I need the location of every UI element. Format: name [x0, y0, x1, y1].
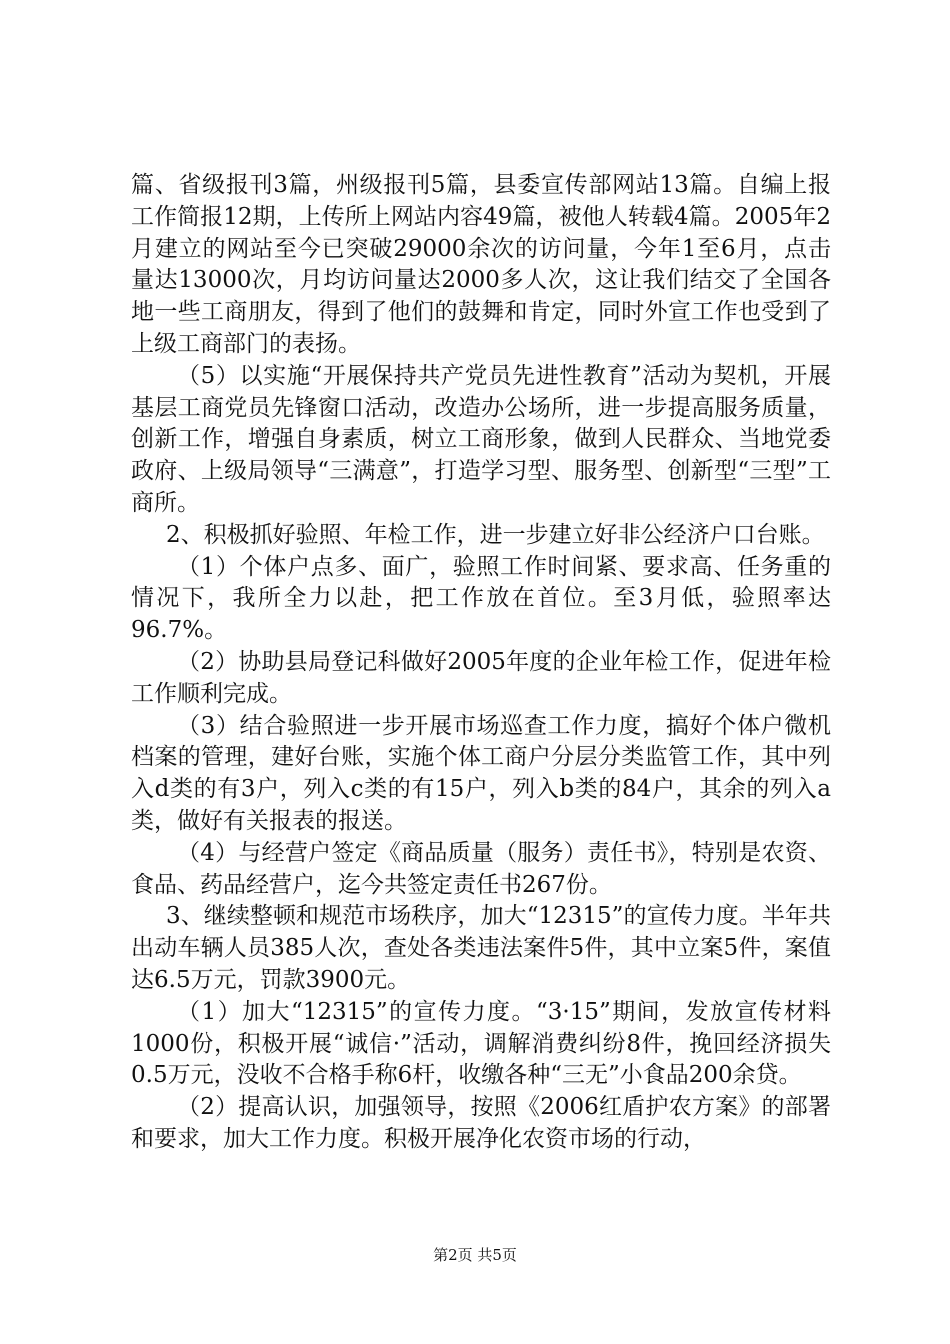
page-number-label: 第2页 共5页 [433, 1246, 517, 1264]
paragraph-continuation: 篇、省级报刊3篇，州级报刊5篇，县委宣传部网站13篇。自编上报工作简报12期，上传所上网站内容49篇，被他人转载4篇。2005年2月建立的网站至今已突破29000余次的访问量，今年1至6月，点击量达13000次，月均访问量达2000多人次，这让我们结交了全国各地一些工商朋友，得到了他们的鼓舞和肯定，同时外宣工作也受到了上级工商部门的表扬。 [131, 172, 831, 357]
paragraph-item-5: （5）以实施“开展保持共产党员先进性教育”活动为契机，开展基层工商党员先锋窗口活动，改造办公场所，进一步提高服务质量，创新工作，增强自身素质，树立工商形象，做到人民群众、当地党委政府、上级局领导“三满意”，打造学习型、服务型、创新型“三型”工商所。 [131, 362, 831, 516]
paragraph-item-1: （1）个体户点多、面广，验照工作时间紧、要求高、任务重的情况下，我所全力以赴，把工作放在首位。至3月低，验照率达96.7%。 [131, 553, 831, 644]
paragraph-item-1-b: （1）加大“12315”的宣传力度。“3·15”期间，发放宣传材料1000份，积极开展“诚信·”活动，调解消费纠纷8件，挽回经济损失0.5万元，没收不合格手称6杆，收缴各种“三无”小食品200余贷。 [131, 998, 831, 1089]
paragraph-item-3: （3）结合验照进一步开展市场巡查工作力度，搞好个体户微机档案的管理，建好台账，实施个体工商户分层分类监管工作，其中列入d类的有3户，列入c类的有15户，列入b类的84户，其余的列入a类，做好有关报表的报送。 [131, 712, 831, 834]
page-footer [0, 1244, 950, 1265]
paragraph-section-3: 3、继续整顿和规范市场秩序，加大“12315”的宣传力度。半年共出动车辆人员385人次，查处各类违法案件5件，其中立案5件，案值达6.5万元，罚款3900元。 [131, 903, 831, 993]
paragraph-item-2: （2）协助县局登记科做好2005年度的企业年检工作，促进年检工作顺利完成。 [131, 648, 831, 707]
paragraph-item-4: （4）与经营户签定《商品质量（服务）责任书》，特别是农资、食品、药品经营户，迄今共签定责任书267份。 [131, 839, 831, 898]
document-body [131, 170, 831, 1156]
paragraph-item-2-b: （2）提高认识，加强领导，按照《2006红盾护农方案》的部署和要求，加大工作力度。积极开展净化农资市场的行动， [131, 1094, 831, 1152]
paragraph-section-2: 2、积极抓好验照、年检工作，进一步建立好非公经济户口台账。 [166, 521, 825, 548]
